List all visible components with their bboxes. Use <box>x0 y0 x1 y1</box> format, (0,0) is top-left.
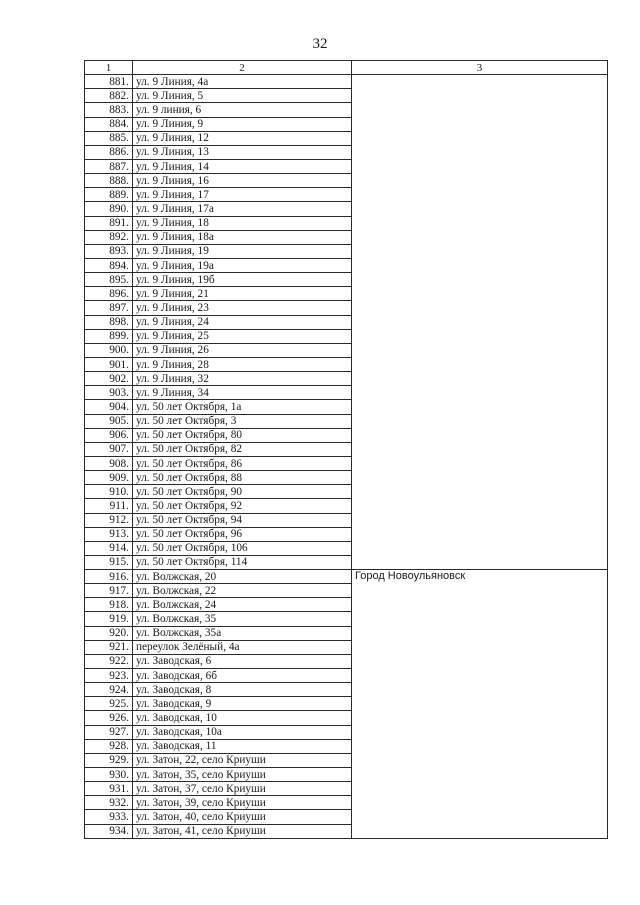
row-number: 892. <box>85 230 133 244</box>
page-number: 32 <box>312 36 328 52</box>
row-address: ул. 50 лет Октября, 80 <box>133 428 352 442</box>
row-address: ул. 9 Линия, 16 <box>133 174 352 188</box>
row-address: ул. 9 Линия, 18 <box>133 216 352 230</box>
city-cell: Город Новоульяновск <box>352 570 608 839</box>
row-number: 912. <box>85 513 133 527</box>
row-address: ул. 50 лет Октября, 88 <box>133 471 352 485</box>
row-address: ул. 9 линия, 6 <box>133 103 352 117</box>
row-address: ул. Волжская, 22 <box>133 584 352 598</box>
row-number: 896. <box>85 287 133 301</box>
row-number: 897. <box>85 301 133 315</box>
row-address: ул. 9 Линия, 19а <box>133 258 352 272</box>
row-number: 932. <box>85 796 133 810</box>
row-address: ул. 9 Линия, 5 <box>133 89 352 103</box>
row-address: переулок Зелёный, 4а <box>133 640 352 654</box>
row-address: ул. 9 Линия, 9 <box>133 117 352 131</box>
row-number: 922. <box>85 654 133 668</box>
row-number: 905. <box>85 414 133 428</box>
row-address: ул. Заводская, 11 <box>133 739 352 753</box>
row-address: ул. Затон, 41, село Криуши <box>133 824 352 838</box>
row-address: ул. Затон, 39, село Криуши <box>133 796 352 810</box>
row-address: ул. 9 Линия, 17а <box>133 202 352 216</box>
row-address: ул. Затон, 40, село Криуши <box>133 810 352 824</box>
row-address: ул. Волжская, 35 <box>133 612 352 626</box>
row-number: 906. <box>85 428 133 442</box>
row-number: 910. <box>85 485 133 499</box>
row-number: 888. <box>85 174 133 188</box>
row-number: 913. <box>85 527 133 541</box>
row-number: 934. <box>85 824 133 838</box>
row-number: 923. <box>85 669 133 683</box>
row-number: 894. <box>85 258 133 272</box>
row-address: ул. 9 Линия, 34 <box>133 386 352 400</box>
city-cell <box>352 75 608 570</box>
row-address: ул. Затон, 35, село Криуши <box>133 768 352 782</box>
row-number: 920. <box>85 626 133 640</box>
row-address: ул. 9 Линия, 19 <box>133 244 352 258</box>
row-address: ул. Заводская, 8 <box>133 683 352 697</box>
row-number: 911. <box>85 499 133 513</box>
table-row <box>85 570 608 584</box>
row-address: ул. 9 Линия, 12 <box>133 131 352 145</box>
row-number: 904. <box>85 400 133 414</box>
row-number: 928. <box>85 739 133 753</box>
row-number: 884. <box>85 117 133 131</box>
row-number: 881. <box>85 75 133 89</box>
row-address: ул. 9 Линия, 28 <box>133 357 352 371</box>
row-number: 918. <box>85 598 133 612</box>
row-address: ул. 50 лет Октября, 94 <box>133 513 352 527</box>
row-number: 885. <box>85 131 133 145</box>
row-number: 914. <box>85 541 133 555</box>
row-number: 903. <box>85 386 133 400</box>
row-number: 933. <box>85 810 133 824</box>
row-address: ул. 50 лет Октября, 82 <box>133 442 352 456</box>
row-address: ул. 9 Линия, 24 <box>133 315 352 329</box>
row-address: ул. 9 Линия, 26 <box>133 343 352 357</box>
row-number: 930. <box>85 768 133 782</box>
row-number: 891. <box>85 216 133 230</box>
row-number: 899. <box>85 329 133 343</box>
row-address: ул. 9 Линия, 18а <box>133 230 352 244</box>
row-address: ул. 9 Линия, 14 <box>133 159 352 173</box>
row-address: ул. Заводская, 6 <box>133 654 352 668</box>
row-address: ул. 9 Линия, 17 <box>133 188 352 202</box>
row-address: ул. 9 Линия, 25 <box>133 329 352 343</box>
row-number: 907. <box>85 442 133 456</box>
row-address: ул. 9 Линия, 4а <box>133 75 352 89</box>
column-header-1: 1 <box>85 61 133 75</box>
row-address: ул. 9 Линия, 13 <box>133 145 352 159</box>
row-number: 931. <box>85 782 133 796</box>
row-number: 926. <box>85 711 133 725</box>
row-address: ул. 9 Линия, 19б <box>133 273 352 287</box>
row-number: 925. <box>85 697 133 711</box>
row-number: 917. <box>85 584 133 598</box>
row-address: ул. Затон, 22, село Криуши <box>133 753 352 767</box>
row-number: 901. <box>85 357 133 371</box>
table-header-row <box>85 61 608 75</box>
row-number: 929. <box>85 753 133 767</box>
row-number: 908. <box>85 456 133 470</box>
row-number: 927. <box>85 725 133 739</box>
row-number: 909. <box>85 471 133 485</box>
row-number: 886. <box>85 145 133 159</box>
column-header-2: 2 <box>133 61 352 75</box>
row-address: ул. Заводская, 9 <box>133 697 352 711</box>
row-number: 900. <box>85 343 133 357</box>
row-number: 889. <box>85 188 133 202</box>
row-address: ул. Заводская, 10а <box>133 725 352 739</box>
row-address: ул. 9 Линия, 21 <box>133 287 352 301</box>
row-number: 887. <box>85 159 133 173</box>
row-address: ул. 50 лет Октября, 114 <box>133 555 352 569</box>
row-address: ул. 50 лет Октября, 106 <box>133 541 352 555</box>
row-address: ул. 50 лет Октября, 86 <box>133 456 352 470</box>
row-number: 883. <box>85 103 133 117</box>
row-address: ул. 9 Линия, 32 <box>133 372 352 386</box>
row-number: 893. <box>85 244 133 258</box>
row-address: ул. 9 Линия, 23 <box>133 301 352 315</box>
row-address: ул. 50 лет Октября, 3 <box>133 414 352 428</box>
row-address: ул. Заводская, 10 <box>133 711 352 725</box>
row-address: ул. Волжская, 20 <box>133 570 352 584</box>
row-address: ул. Затон, 37, село Криуши <box>133 782 352 796</box>
row-number: 921. <box>85 640 133 654</box>
row-number: 924. <box>85 683 133 697</box>
row-number: 890. <box>85 202 133 216</box>
row-address: ул. 50 лет Октября, 1а <box>133 400 352 414</box>
row-number: 898. <box>85 315 133 329</box>
column-header-3: 3 <box>352 61 608 75</box>
row-address: ул. Волжская, 24 <box>133 598 352 612</box>
row-address: ул. 50 лет Октября, 90 <box>133 485 352 499</box>
row-address: ул. Заводская, 6б <box>133 669 352 683</box>
row-number: 916. <box>85 570 133 584</box>
row-number: 915. <box>85 555 133 569</box>
row-address: ул. 50 лет Октября, 92 <box>133 499 352 513</box>
row-number: 895. <box>85 273 133 287</box>
row-address: ул. Волжская, 35а <box>133 626 352 640</box>
row-address: ул. 50 лет Октября, 96 <box>133 527 352 541</box>
table-row <box>85 75 608 89</box>
address-table <box>84 60 608 839</box>
row-number: 882. <box>85 89 133 103</box>
row-number: 919. <box>85 612 133 626</box>
row-number: 902. <box>85 372 133 386</box>
